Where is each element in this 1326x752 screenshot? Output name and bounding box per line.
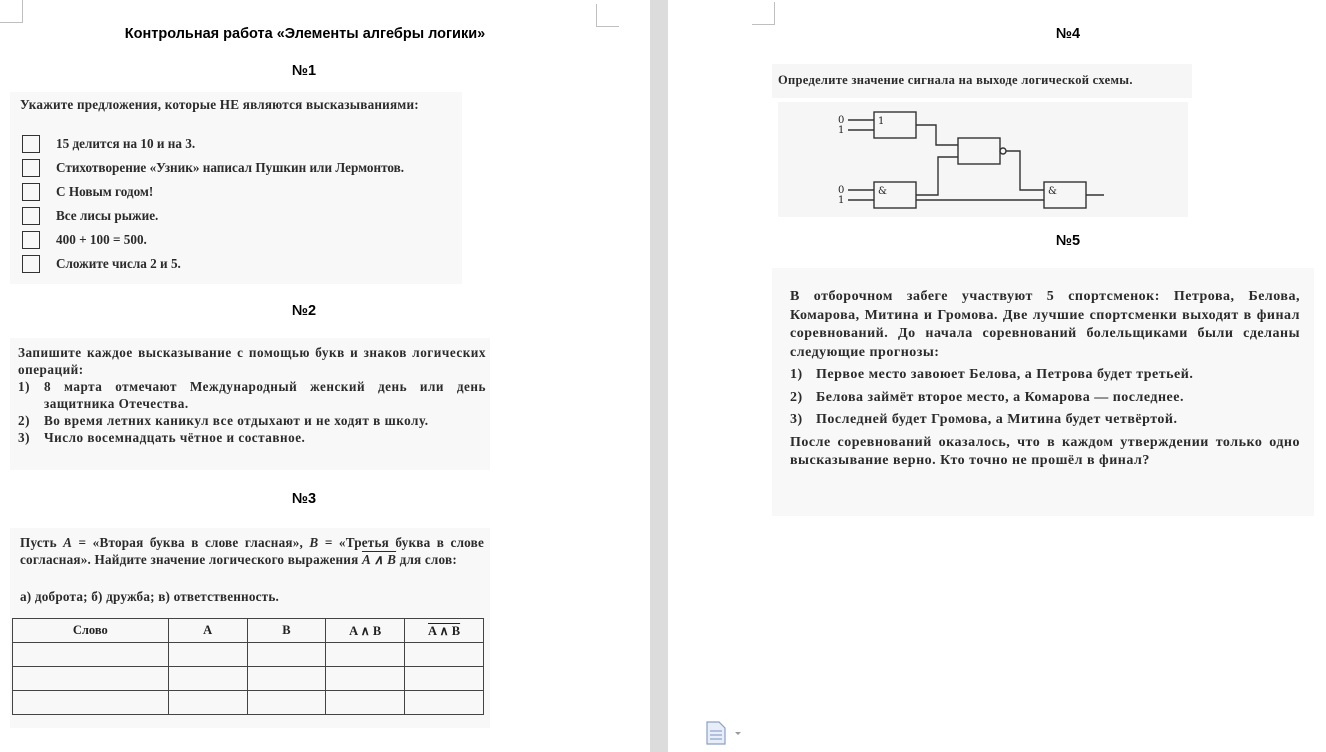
checkbox[interactable] xyxy=(22,207,40,225)
page-corner-mark xyxy=(596,4,619,27)
item-number: 3) xyxy=(790,412,803,427)
task5-item xyxy=(790,389,1300,408)
page-left xyxy=(0,0,650,752)
var-b: B xyxy=(309,535,319,550)
checkbox[interactable] xyxy=(22,255,40,273)
task5-item xyxy=(790,411,1300,430)
item-text: Число восемнадцать чётное и составное. xyxy=(44,430,306,445)
input-value: 1 xyxy=(838,125,845,136)
checkbox[interactable] xyxy=(22,159,40,177)
input-value: 1 xyxy=(838,195,845,206)
task1-block xyxy=(10,92,462,284)
option-label: Стихотворение «Узник» написал Пушкин или Лермонтов. xyxy=(56,160,405,175)
inversion-circle xyxy=(1000,148,1006,154)
task3-number: №3 xyxy=(291,491,317,507)
paste-options-button[interactable] xyxy=(705,720,745,751)
task2-prompt: Запишите каждое высказывание с помощью букв и знаков логических операций: xyxy=(18,345,486,377)
gate-label: & xyxy=(878,186,887,197)
checkbox[interactable] xyxy=(22,231,40,249)
task5-number: №5 xyxy=(1055,233,1081,249)
task4-prompt: Определите значение сигнала на выходе логической схемы. xyxy=(778,73,1133,87)
item-text: 8 марта отмечают Международный женский день или день защитника Отечества. xyxy=(44,379,486,411)
task5-item xyxy=(790,366,1300,385)
option-label: Сложите числа 2 и 5. xyxy=(56,256,181,271)
item-text: Первое место завоюет Белова, а Петрова будет третьей. xyxy=(816,367,1194,382)
task1-option[interactable] xyxy=(22,158,404,178)
gate-label: 1 xyxy=(878,116,885,127)
option-label: 15 делится на 10 и на 3. xyxy=(56,136,196,151)
column-header: A ∧ B xyxy=(405,619,484,643)
item-text: Во время летних каникул все отдыхают и не ходят в школу. xyxy=(44,413,429,428)
page-title: Контрольная работа «Элементы алгебры логики» xyxy=(124,26,486,42)
task1-option[interactable] xyxy=(22,182,153,202)
column-header: A xyxy=(168,619,247,643)
expression: A ∧ B xyxy=(361,552,397,567)
page-gutter xyxy=(650,0,668,752)
logic-circuit-drawing xyxy=(778,102,1188,217)
task5-block xyxy=(772,268,1314,516)
task3-words: а) доброта; б) дружба; в) ответственность. xyxy=(20,589,280,604)
item-number: 3) xyxy=(18,430,30,445)
task5-outro: После соревнований оказалось, что в каждом утверждении только одно высказывание верно. Кто точно не прошёл в финал? xyxy=(790,434,1300,468)
item-number: 2) xyxy=(18,413,30,428)
task5-intro: В отборочном забеге участвуют 5 спортсменок: Петрова, Белова, Комарова, Митина и Громова. Две лучшие спортсменки выходят в финал соревнований. До начала соревнований болельщиками были сделаны следующие прогнозы: xyxy=(790,289,1300,360)
task1-number: №1 xyxy=(291,63,317,79)
paste-document-icon xyxy=(705,720,745,746)
task1-prompt: Укажите предложения, которые НЕ являются высказываниями: xyxy=(20,97,419,112)
item-number: 1) xyxy=(790,367,803,382)
column-header: A ∧ B xyxy=(326,619,405,643)
task2-block xyxy=(10,338,490,470)
task2-item xyxy=(18,378,486,412)
task1-option[interactable] xyxy=(22,134,195,154)
logic-circuit xyxy=(778,102,1188,217)
checkbox[interactable] xyxy=(22,135,40,153)
item-text: Белова займёт второе место, а Комарова — последнее. xyxy=(816,389,1184,405)
column-header: Слово xyxy=(13,619,169,643)
column-header: B xyxy=(247,619,326,643)
task2-number: №2 xyxy=(291,303,317,319)
option-label: С Новым годом! xyxy=(56,184,154,199)
task3-prompt: Пусть A = «Вторая буква в слове гласная», B = «Третья буква в слове согласная». Найдите значение логического выражения A ∧ B для слов: xyxy=(20,535,485,567)
option-label: Все лисы рыжие. xyxy=(56,208,159,223)
task3-table xyxy=(12,618,484,715)
gate-and-2 xyxy=(958,138,1000,164)
table-row xyxy=(13,643,484,667)
task1-option[interactable] xyxy=(22,254,181,274)
input-value: 0 xyxy=(838,185,845,196)
gate-label: & xyxy=(1048,186,1057,197)
task4-prompt-block xyxy=(772,64,1192,98)
option-label: 400 + 100 = 500. xyxy=(56,232,147,247)
item-text: Последней будет Громова, а Митина будет четвёртой. xyxy=(816,412,1178,427)
task1-option[interactable] xyxy=(22,206,158,226)
chevron-down-icon xyxy=(735,732,741,735)
table-row xyxy=(13,667,484,691)
input-value: 0 xyxy=(838,115,845,126)
table-header-row xyxy=(13,619,484,643)
page-corner-mark xyxy=(752,2,775,25)
task4-number: №4 xyxy=(1055,26,1081,42)
page-corner-mark xyxy=(0,0,23,23)
task1-option[interactable] xyxy=(22,230,147,250)
task2-item xyxy=(18,429,486,446)
task2-item xyxy=(18,412,486,429)
table-row xyxy=(13,691,484,715)
checkbox[interactable] xyxy=(22,183,40,201)
var-a: A xyxy=(63,535,73,550)
item-number: 2) xyxy=(790,389,803,405)
item-number: 1) xyxy=(18,379,30,394)
